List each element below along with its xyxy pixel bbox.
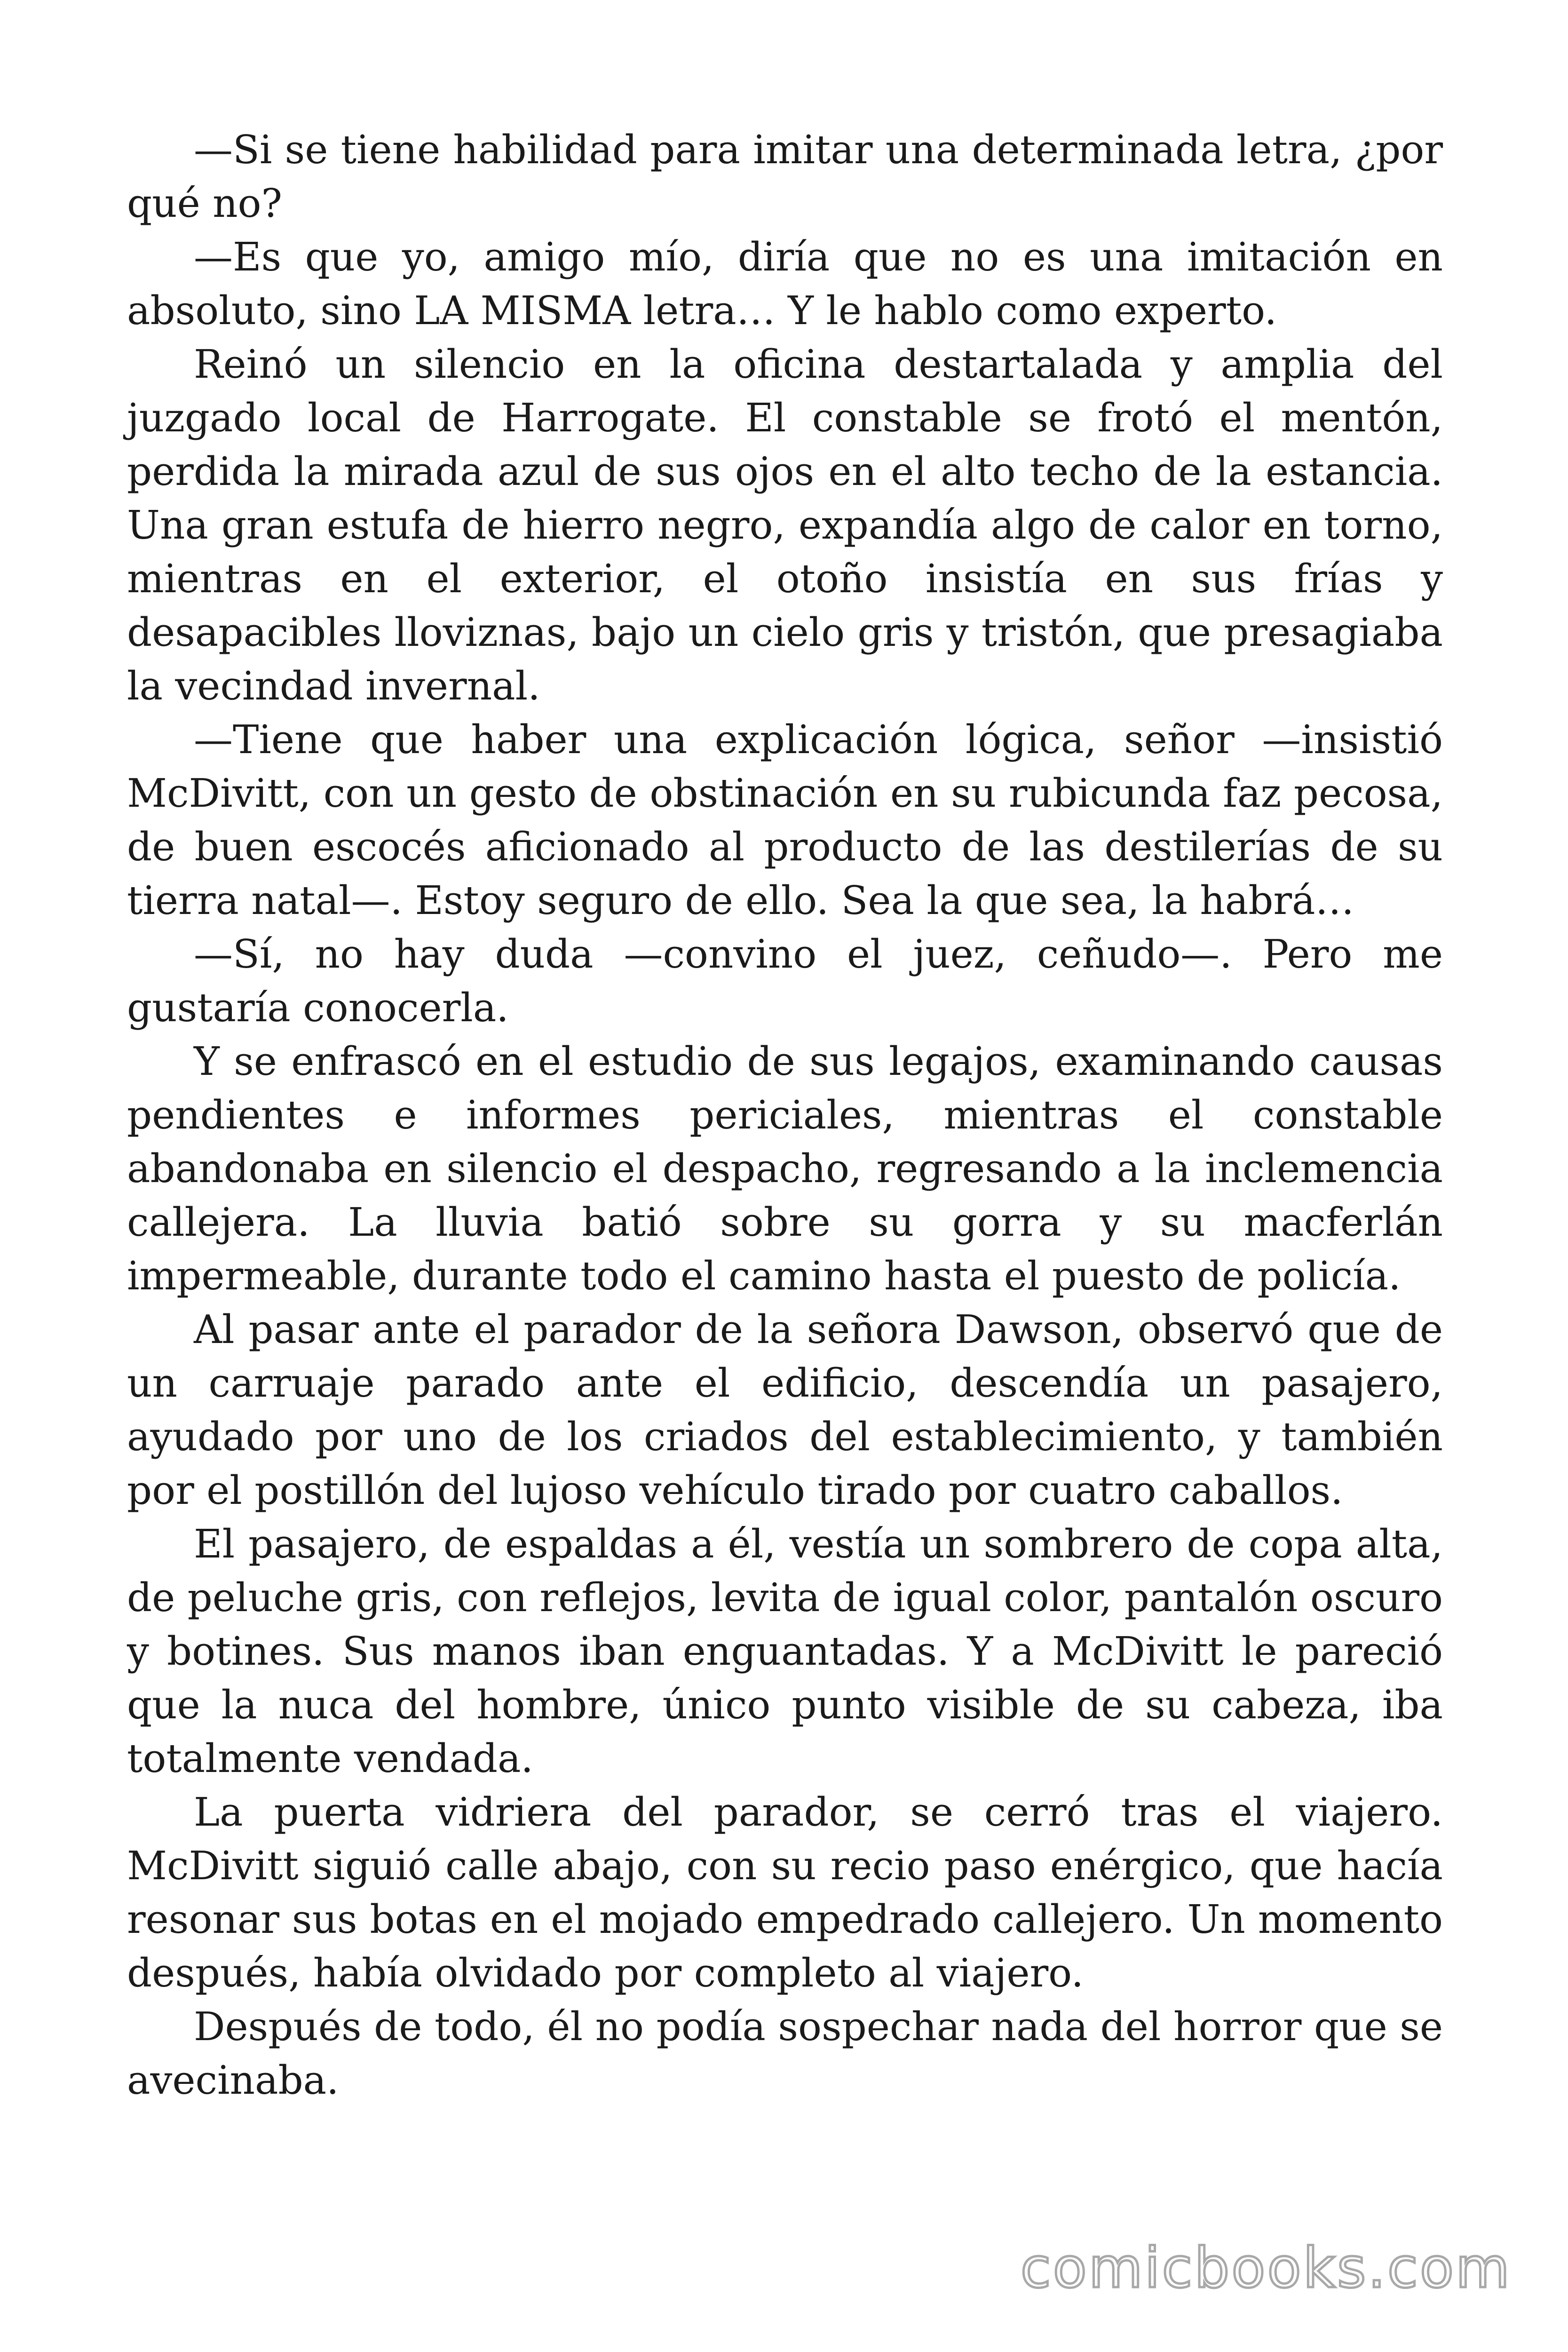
paragraph-6: Y se enfrascó en el estudio de sus legajos, examinando causas pendientes e informes periciales, mientras el constable abandonaba en silencio el despacho, regresando a la inclemencia callejera. La lluvia batió sobre su gorra y su macferlán impermeable, durante todo el camino hasta el puesto de policía. [127, 1039, 1443, 1299]
site-watermark: comicbooks.com [1020, 2235, 1512, 2300]
paragraph-3: Reinó un silencio en la oficina destartalada y amplia del juzgado local de Harrogate. El constable se frotó el mentón, perdida la mirada azul de sus ojos en el alto techo de la estancia. Una gran estufa de hierro negro, expandía algo de calor en torno, mientras en el exterior, el otoño insistía en sus frías y desapacibles lloviznas, bajo un cielo gris y tristón, que presagiaba la vecindad invernal. [127, 342, 1443, 709]
paragraph-1: —Si se tiene habilidad para imitar una determinada letra, ¿por qué no? [127, 127, 1443, 226]
paragraph-2: —Es que yo, amigo mío, diría que no es una imitación en absoluto, sino LA MISMA letra… Y le hablo como experto. [127, 234, 1443, 334]
paragraph-5: —Sí, no hay duda —convino el juez, ceñudo—. Pero me gustaría conocerla. [127, 931, 1443, 1031]
paragraph-9: La puerta vidriera del parador, se cerró tras el viajero. McDivitt siguió calle abajo, con su recio paso enérgico, que hacía resonar sus botas en el mojado empedrado callejero. Un momento después, había olvidado por completo al viajero. [127, 1789, 1443, 1996]
paragraph-10: Después de todo, él no podía sospechar nada del horror que se avecinaba. [127, 2004, 1443, 2103]
paragraph-8: El pasajero, de espaldas a él, vestía un sombrero de copa alta, de peluche gris, con reflejos, levita de igual color, pantalón oscuro y botines. Sus manos iban enguantadas. Y a McDivitt le pareció que la nuca del hombre, único punto visible de su cabeza, iba totalmente vendada. [127, 1521, 1443, 1781]
book-page-body [127, 123, 1443, 2107]
paragraph-7: Al pasar ante el parador de la señora Dawson, observó que de un carruaje parado ante el edificio, descendía un pasajero, ayudado por uno de los criados del establecimiento, y también por el postillón del lujoso vehículo tirado por cuatro caballos. [127, 1307, 1443, 1513]
paragraph-4: —Tiene que haber una explicación lógica, señor —insistió McDivitt, con un gesto de obstinación en su rubicunda faz pecosa, de buen escocés aficionado al producto de las destilerías de su tierra natal—. Estoy seguro de ello. Sea la que sea, la habrá… [127, 717, 1443, 923]
